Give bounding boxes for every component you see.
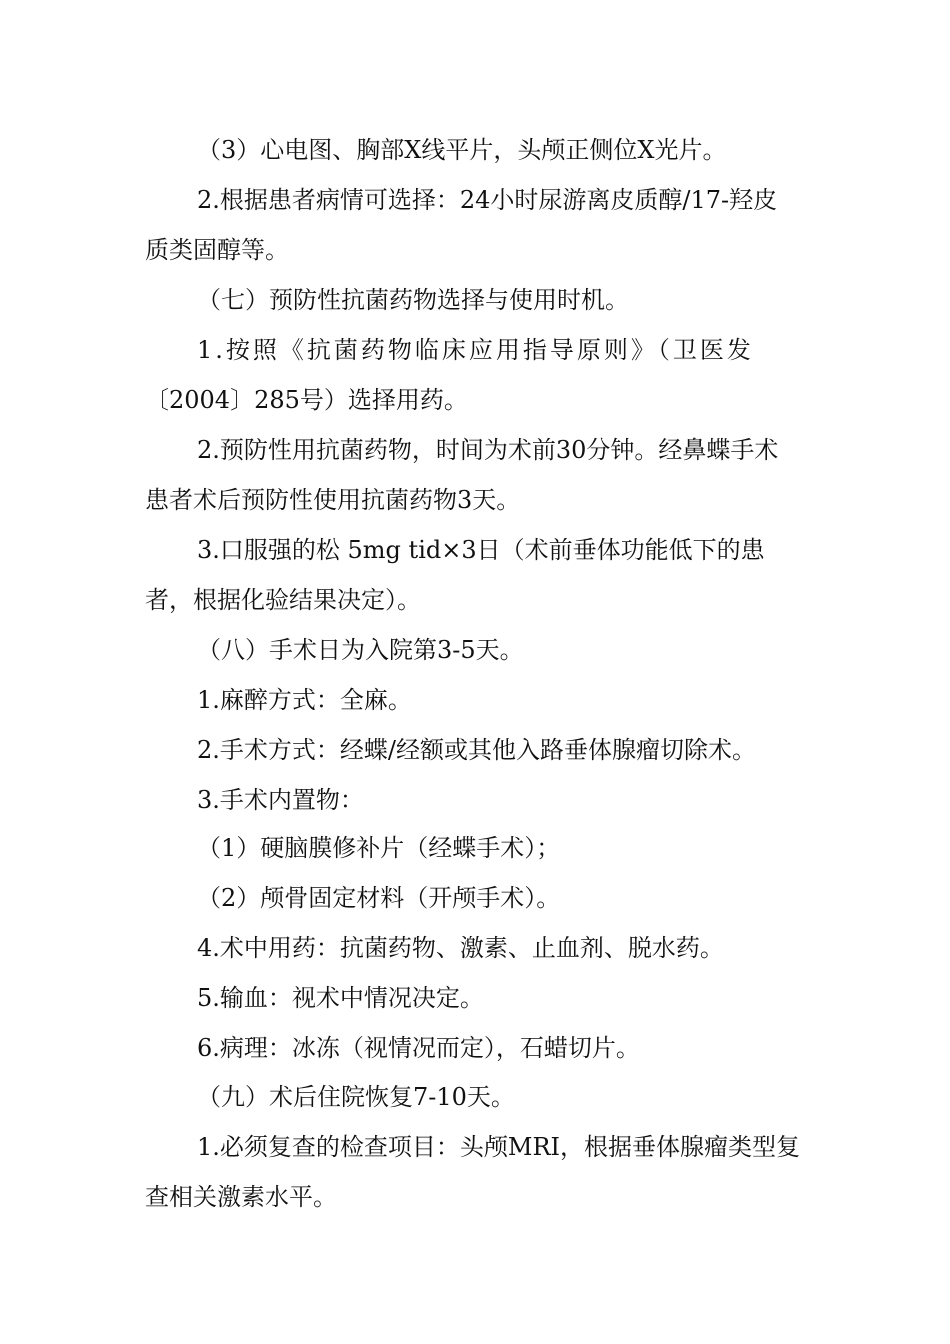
text-line: （九）术后住院恢复7-10天。	[197, 1083, 515, 1111]
text-line: 2.手术方式：经蝶/经额或其他入路垂体腺瘤切除术。	[197, 736, 756, 764]
text-line: 1.必须复查的检查项目：头颅MRI，根据垂体腺瘤类型复	[197, 1133, 801, 1161]
text-line: 〔2004〕285号）选择用药。	[145, 386, 468, 414]
text-line: 1.麻醉方式：全麻。	[197, 686, 412, 714]
text-line: 5.输血：视术中情况决定。	[197, 984, 484, 1012]
text-line: 者，根据化验结果决定）。	[145, 586, 421, 614]
text-line: 查相关激素水平。	[145, 1183, 337, 1211]
text-line: 2.预防性用抗菌药物，时间为术前30分钟。经鼻蝶手术	[197, 436, 779, 464]
text-line: （2）颅骨固定材料（开颅手术）。	[197, 884, 561, 912]
text-line: 2.根据患者病情可选择：24小时尿游离皮质醇/17-羟皮	[197, 186, 778, 214]
text-line: 4.术中用药：抗菌药物、激素、止血剂、脱水药。	[197, 934, 724, 962]
text-line: 6.病理：冰冻（视情况而定），石蜡切片。	[197, 1034, 640, 1062]
text-line: （八）手术日为入院第3-5天。	[197, 636, 524, 664]
text-line: 质类固醇等。	[145, 236, 289, 264]
text-line: （1）硬脑膜修补片（经蝶手术）；	[197, 834, 561, 862]
text-line: 患者术后预防性使用抗菌药物3天。	[145, 486, 521, 514]
text-line: （3）心电图、胸部X线平片，头颅正侧位X光片。	[197, 136, 727, 164]
text-line: 3.口服强的松 5mg tid×3日（术前垂体功能低下的患	[197, 536, 765, 564]
text-line: （七）预防性抗菌药物选择与使用时机。	[197, 286, 629, 314]
text-line: 3.手术内置物：	[197, 786, 364, 814]
text-line: 1.按照《抗菌药物临床应用指导原则》（卫医发	[197, 336, 754, 364]
